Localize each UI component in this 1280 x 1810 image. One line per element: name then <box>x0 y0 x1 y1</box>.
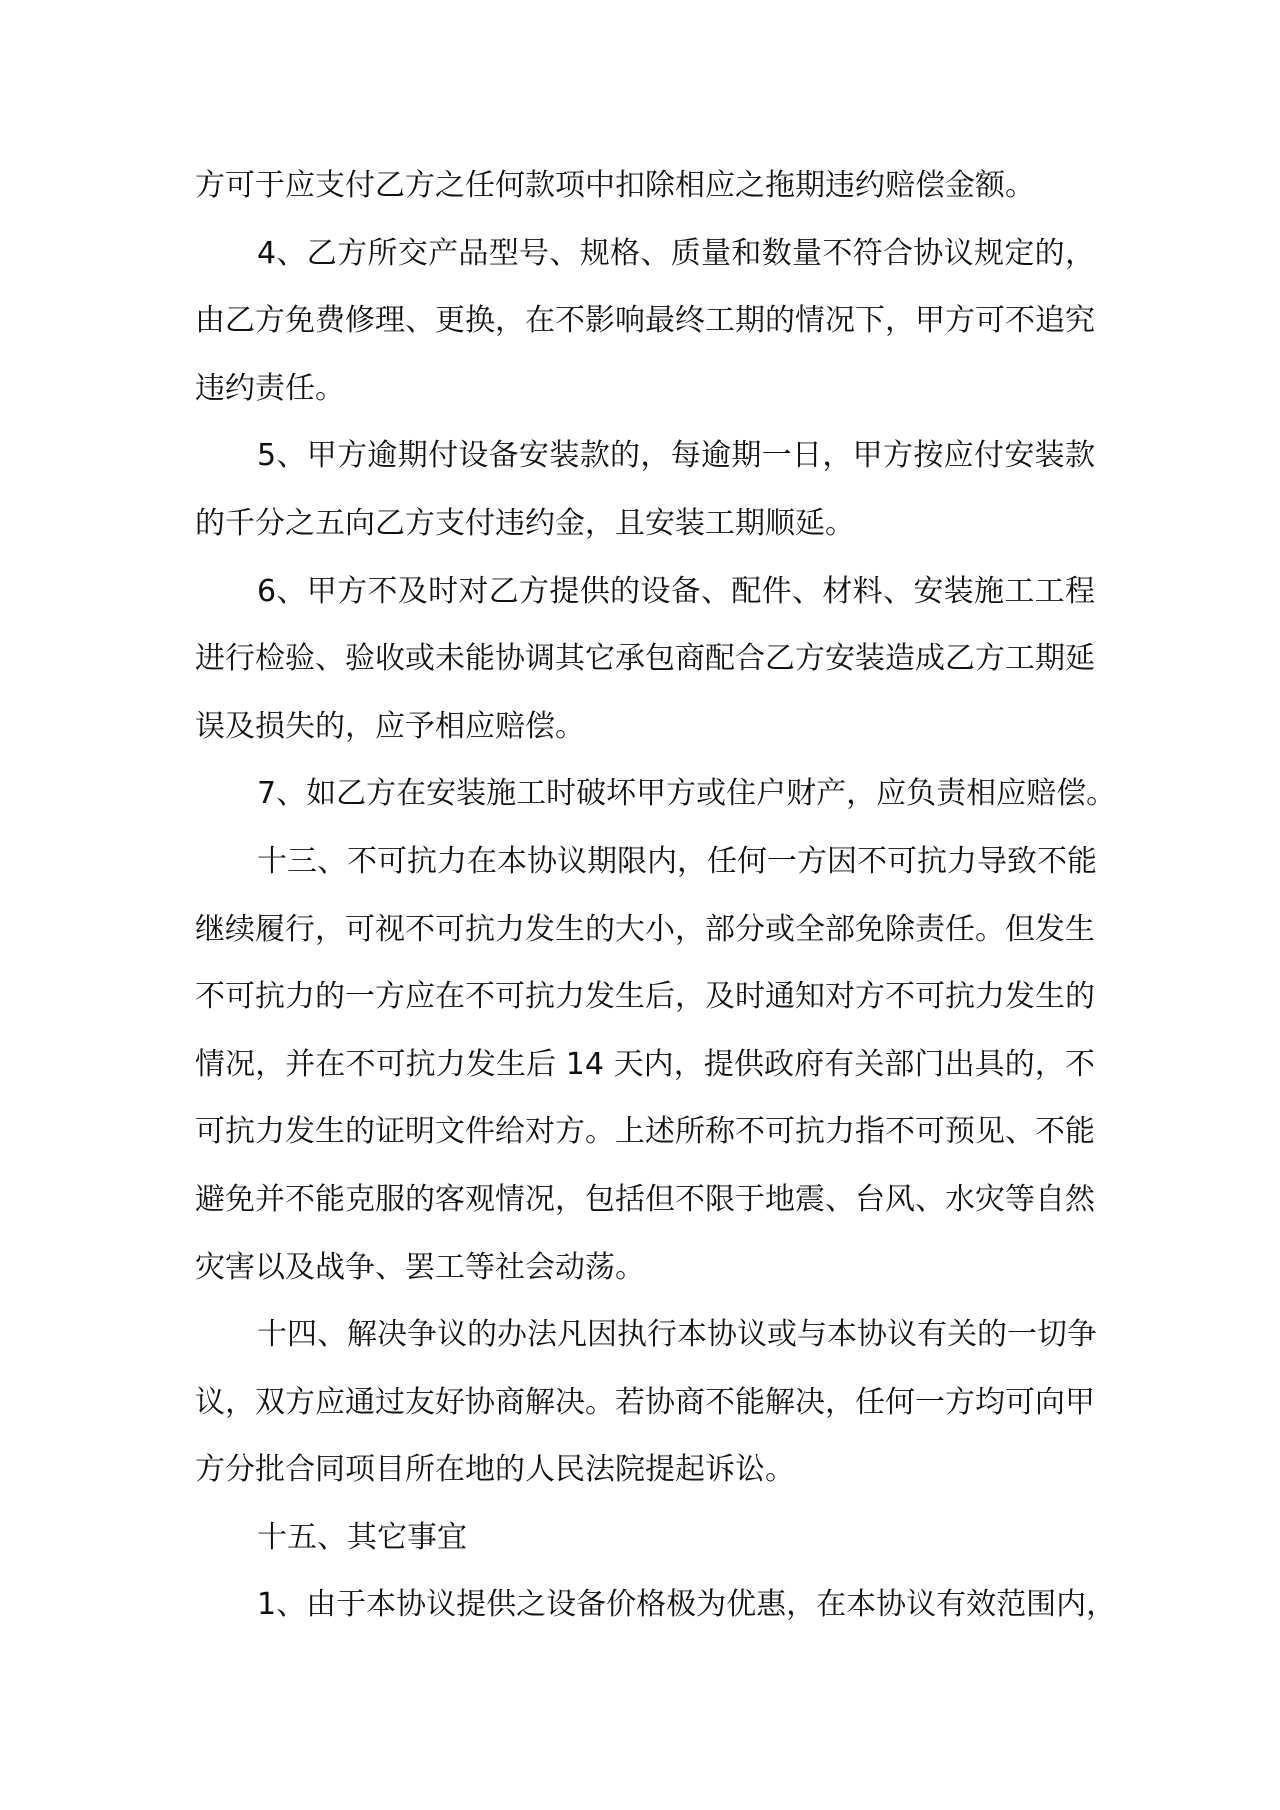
clause-4-line: 4、乙方所交产品型号、规格、质量和数量不符合协议规定的， <box>257 235 1095 271</box>
section-13-line: 十三、不可抗力在本协议期限内，任何一方因不可抗力导致不能 <box>257 843 1097 879</box>
document-page <box>195 162 1117 1649</box>
clause-7-line: 7、如乙方在安装施工时破坏甲方或住户财产，应负责相应赔偿。 <box>257 776 1117 812</box>
text-line: 的千分之五向乙方支付违约金，且安装工期顺延。 <box>195 505 855 541</box>
text-line: 误及损失的，应予相应赔偿。 <box>195 708 585 744</box>
clause-6-line: 6、甲方不及时对乙方提供的设备、配件、材料、安装施工工程 <box>257 573 1095 609</box>
text-line: 灾害以及战争、罢工等社会动荡。 <box>195 1249 645 1285</box>
clause-5-line: 5、甲方逾期付设备安装款的，每逾期一日，甲方按应付安装款 <box>257 438 1095 474</box>
section-14-line: 十四、解决争议的办法凡因执行本协议或与本协议有关的一切争 <box>257 1317 1097 1353</box>
text-line: 违约责任。 <box>195 370 345 406</box>
text-line: 进行检验、验收或未能协调其它承包商配合乙方安装造成乙方工期延 <box>195 641 1095 677</box>
text-line: 可抗力发生的证明文件给对方。上述所称不可抗力指不可预见、不能 <box>195 1114 1095 1150</box>
text-line: 方可于应支付乙方之任何款项中扣除相应之拖期违约赔偿金额。 <box>195 168 1035 203</box>
text-line: 避免并不能克服的客观情况，包括但不限于地震、台风、水灾等自然 <box>195 1181 1095 1217</box>
section-15-heading: 十五、其它事宜 <box>257 1519 467 1555</box>
text-line: 由乙方免费修理、更换，在不影响最终工期的情况下，甲方可不追究 <box>195 303 1095 339</box>
text-line: 情况，并在不可抗力发生后 14 天内，提供政府有关部门出具的，不 <box>195 1046 1095 1082</box>
text-line: 方分批合同项目所在地的人民法院提起诉讼。 <box>195 1452 795 1488</box>
text-line: 继续履行，可视不可抗力发生的大小，部分或全部免除责任。但发生 <box>195 911 1095 947</box>
text-line: 议，双方应通过友好协商解决。若协商不能解决，任何一方均可向甲 <box>195 1384 1095 1420</box>
text-line: 不可抗力的一方应在不可抗力发生后，及时通知对方不可抗力发生的 <box>195 979 1095 1015</box>
section-15-clause-1-line: 1、由于本协议提供之设备价格极为优惠，在本协议有效范围内， <box>257 1587 1117 1623</box>
